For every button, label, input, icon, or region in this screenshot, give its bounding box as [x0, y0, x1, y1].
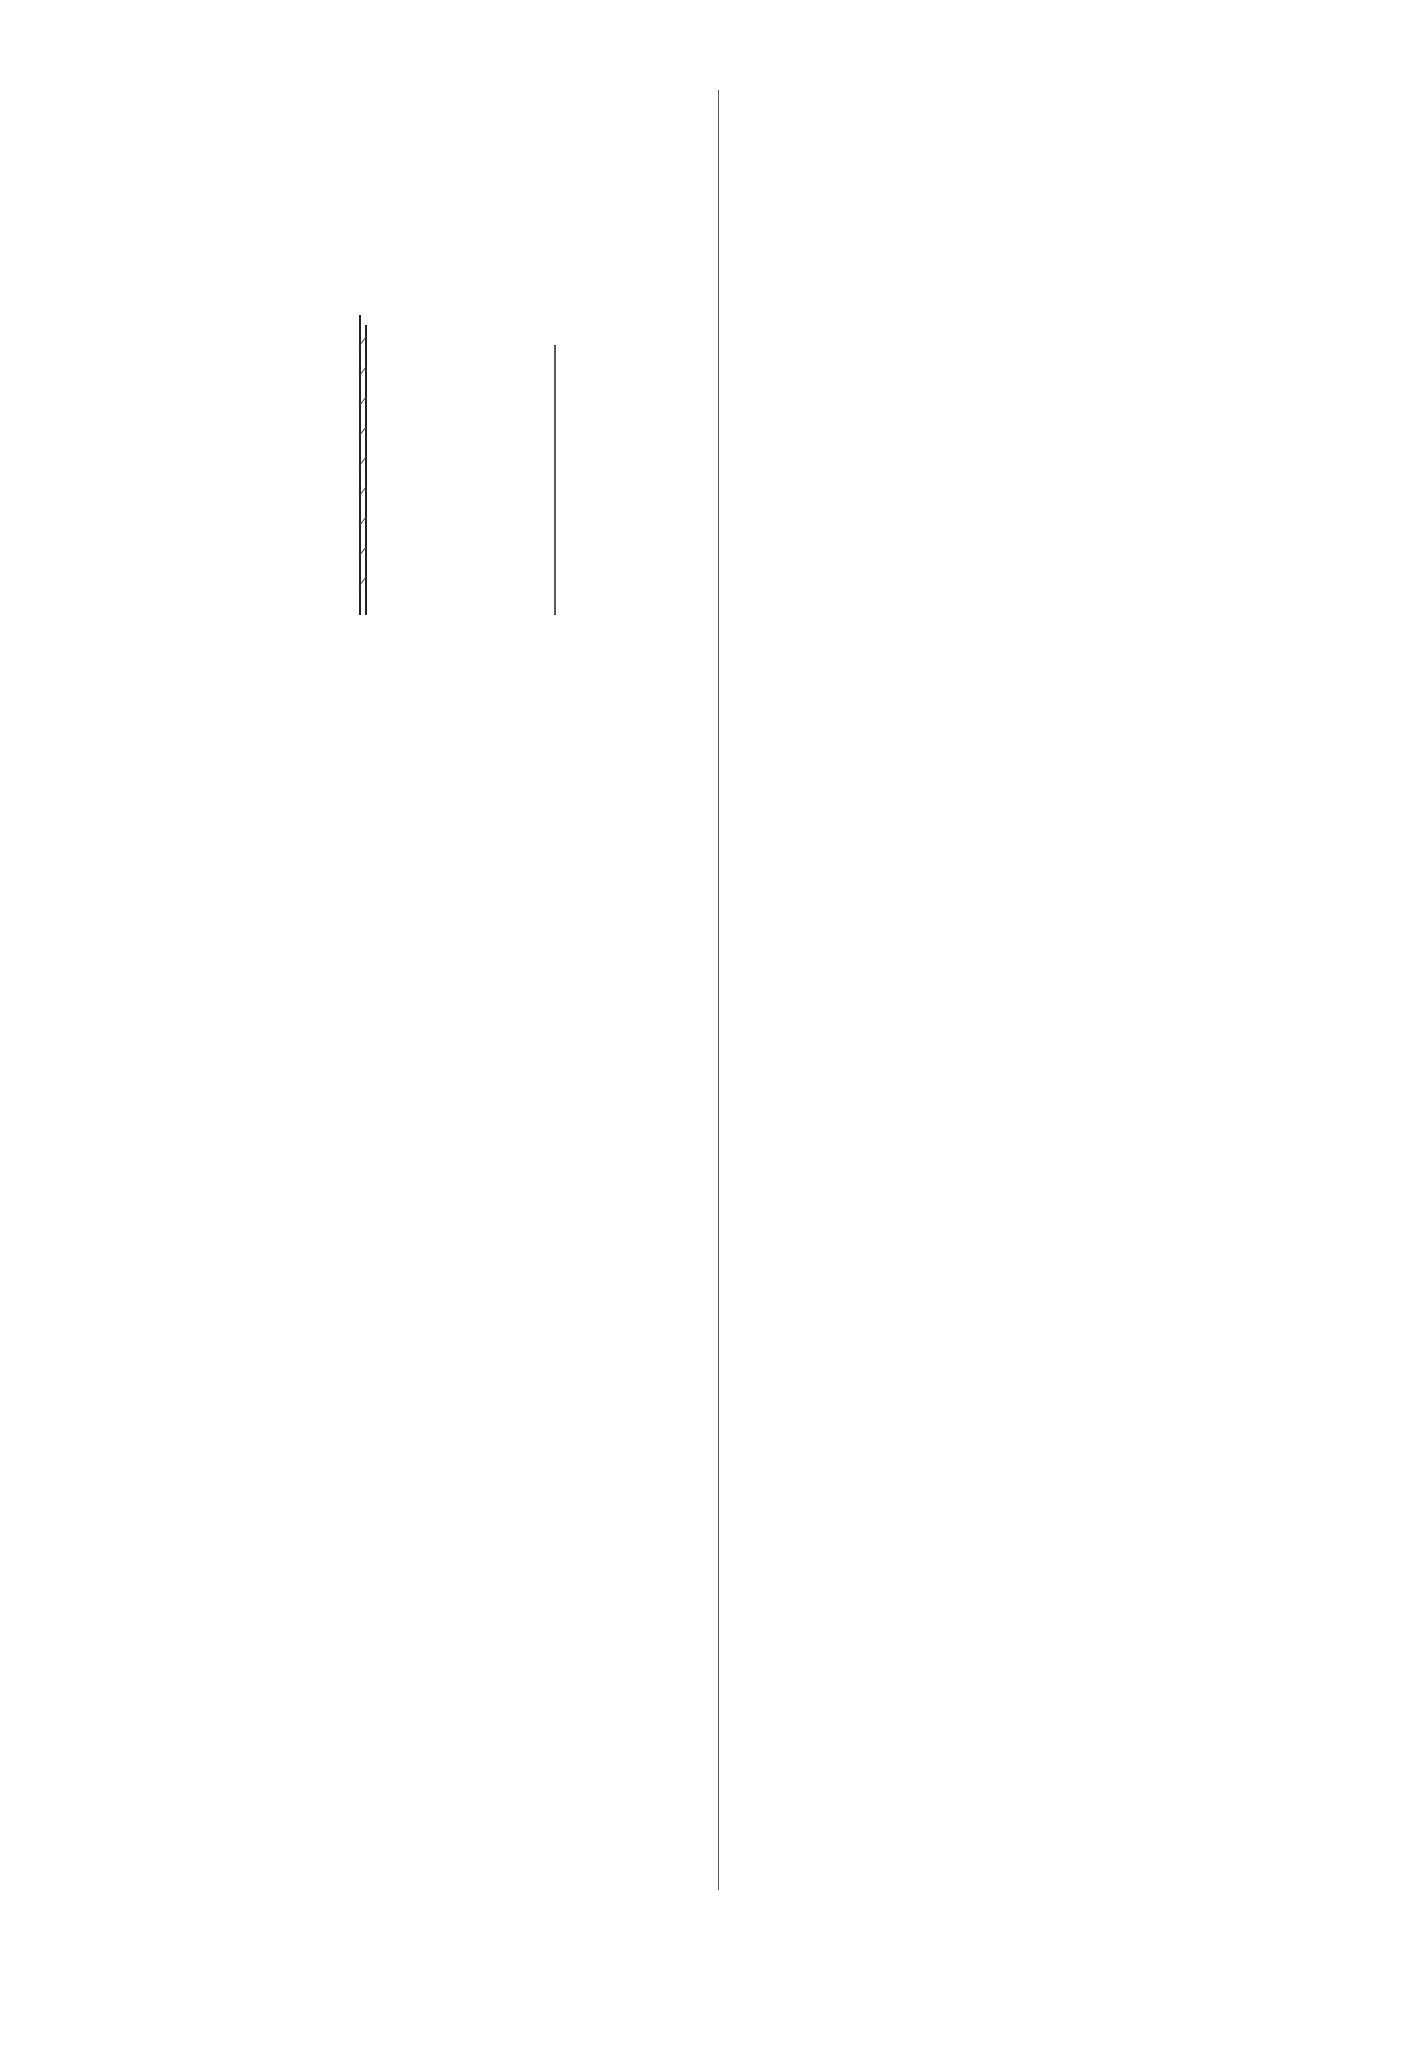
column-divider — [718, 90, 719, 1890]
figure-16 — [280, 315, 600, 635]
